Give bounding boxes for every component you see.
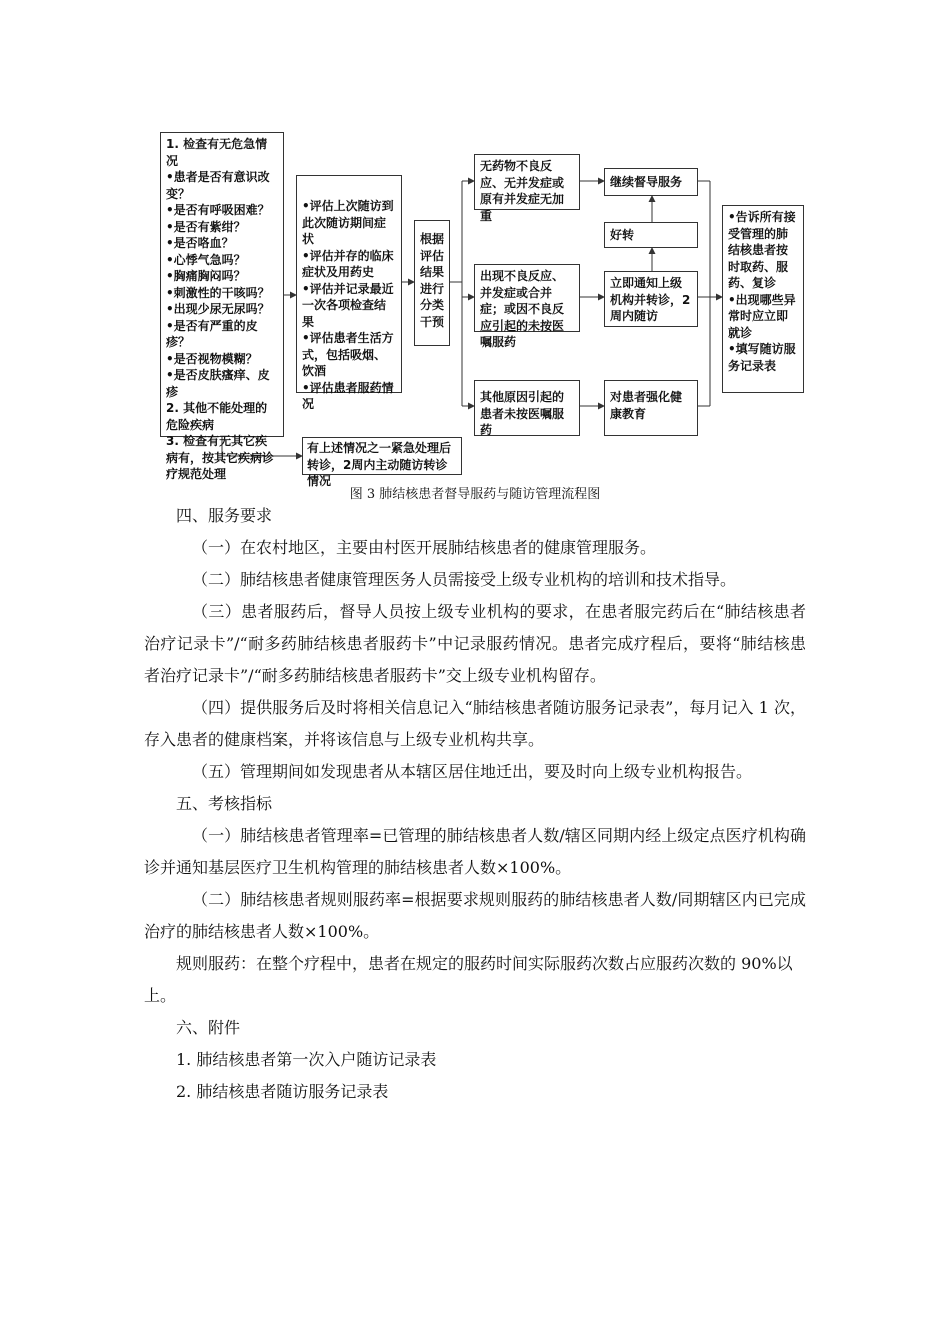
flow-box-inform: •告诉所有接受管理的肺结核患者按时取药、服药、复诊 •出现哪些异常时应立即就诊 •填写随访服务记录表 — [722, 205, 804, 393]
flow-box-continue: 继续督导服务 — [604, 168, 698, 196]
section-title: 四、服务要求 — [176, 506, 273, 525]
paragraph: （一）肺结核患者管理率=已管理的肺结核患者人数/辖区同期内经上级定点医疗机构确诊并通知基层医疗卫生机构管理的肺结核患者人数×100%。 — [144, 826, 806, 877]
flow-box-other-reason: 其他原因引起的患者未按医嘱服药 — [474, 380, 580, 436]
flow-box-education: 对患者强化健康教育 — [604, 380, 698, 436]
figure-caption: 图 3 肺结核患者督导服药与随访管理流程图 — [349, 487, 601, 502]
paragraph: 规则服药：在整个疗程中，患者在规定的服药时间实际服药次数占应服药次数的 90%以上。 — [144, 954, 793, 1005]
paragraph: （二）肺结核患者健康管理医务人员需接受上级专业机构的培训和技术指导。 — [192, 570, 737, 589]
flow-box-notify: 立即通知上级机构并转诊，2周内随访 — [604, 271, 698, 327]
paragraph: （四）提供服务后及时将相关信息记入“肺结核患者随访服务记录表”，每月记入 1 次，存入患者的健康档案，并将该信息与上级专业机构共享。 — [144, 698, 806, 749]
paragraph: （三）患者服药后，督导人员按上级专业机构的要求，在患者服完药后在“肺结核患者治疗记录卡”/“耐多药肺结核患者服药卡”中记录服药情况。患者完成疗程后，要将“肺结核患者治疗记录卡”/“耐多药肺结核患者服药卡”交上级专业机构留存。 — [144, 602, 806, 685]
flow-box-reaction: 出现不良反应、并发症或合并症；或因不良反应引起的未按医嘱服药 — [474, 264, 580, 332]
flow-box-evaluate: •评估上次随访到此次随访期间症状 •评估并存的临床症状及用药史 •评估并记录最近一次各项检查结果 •评估患者生活方式，包括吸烟、饮酒 •评估患者服药情况 — [296, 175, 402, 393]
section-title: 五、考核指标 — [176, 794, 273, 813]
flow-box-no-reaction: 无药物不良反应、无并发症或原有并发症无加重 — [474, 154, 580, 210]
paragraph: （二）肺结核患者规则服药率=根据要求规则服药的肺结核患者人数/同期辖区内已完成治疗的肺结核患者人数×100%。 — [144, 890, 806, 941]
paragraph: （五）管理期间如发现患者从本辖区居住地迁出，要及时向上级专业机构报告。 — [192, 762, 753, 781]
flow-box-danger-checks: 1. 检查有无危急情况 •患者是否有意识改变？ •是否有呼吸困难？ •是否有紫绀？ •是否咯血？ •心悸气急吗？ •胸痛胸闷吗？ •刺激性的干咳吗？ •出现少尿无尿吗？ •是否有严重的皮疹？ •是否视物模糊？ •是否皮肤瘙痒、皮疹 2. 其他不能处理的危险疾病 3. 检查有无其它疾病有，按其它疾病诊疗规范处理 — [160, 132, 284, 437]
attachment-item: 1. 肺结核患者第一次入户随访记录表 — [176, 1050, 437, 1069]
flow-box-improve: 好转 — [604, 222, 698, 248]
section-title: 六、附件 — [176, 1018, 241, 1037]
attachment-item: 2. 肺结核患者随访服务记录表 — [176, 1082, 389, 1101]
flow-box-classify: 根据评估结果进行分类干预 — [414, 220, 450, 346]
document-body — [144, 500, 806, 1108]
paragraph: （一）在农村地区，主要由村医开展肺结核患者的健康管理服务。 — [192, 538, 657, 557]
flow-box-emergency: 有上述情况之一紧急处理后转诊，2周内主动随访转诊情况 — [302, 437, 462, 475]
